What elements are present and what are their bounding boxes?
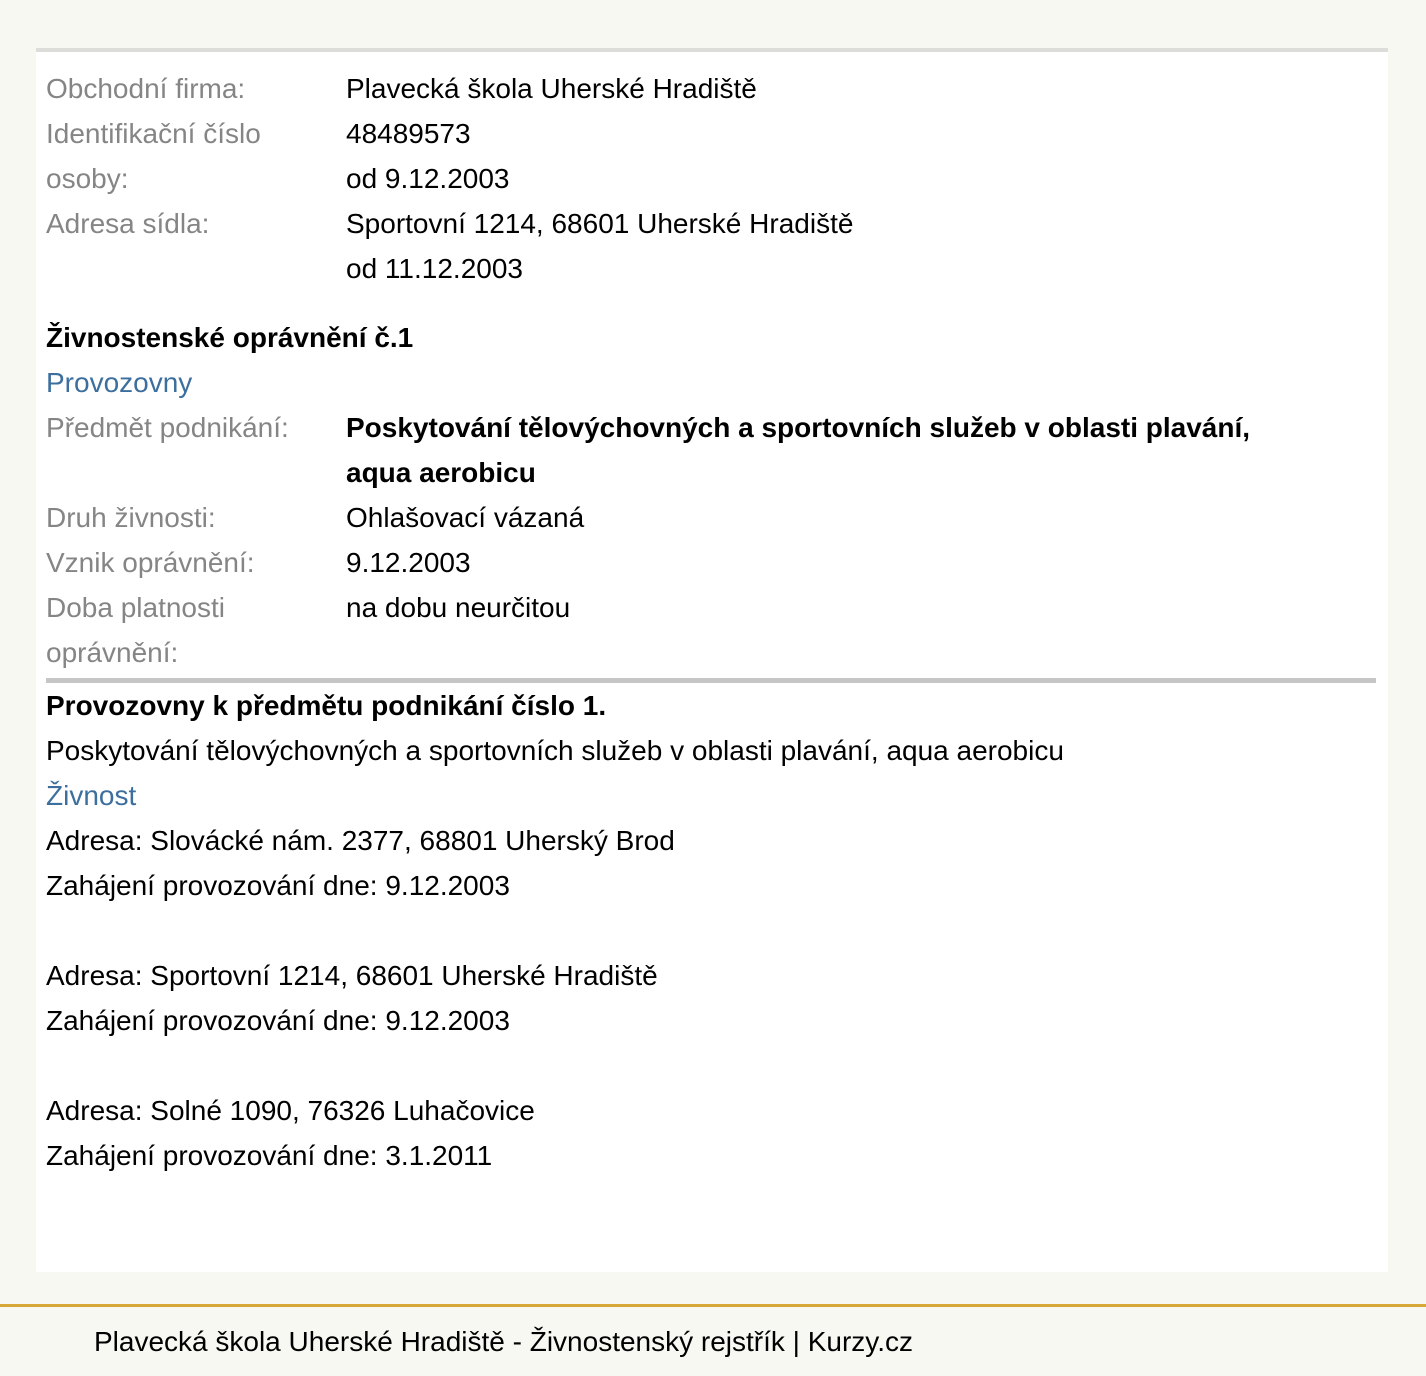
footer-text: Plavecká škola Uherské Hradiště - Živnostenský rejstřík | Kurzy.cz	[94, 1326, 913, 1357]
establishments-subject: Poskytování tělovýchovných a sportovních služeb v oblasti plavání, aqua aerobicu	[46, 735, 1064, 766]
company-id-value: 48489573	[346, 118, 471, 149]
permit-validity-value: na dobu neurčitou	[346, 592, 571, 623]
establishment-item	[46, 1088, 1376, 1178]
permit-subject-row	[46, 405, 1376, 495]
company-id-since: od 9.12.2003	[346, 163, 510, 194]
permit-origin-value: 9.12.2003	[346, 547, 471, 578]
permit-validity-row	[46, 585, 1376, 675]
permit-type-row	[46, 495, 1376, 540]
establishment-item	[46, 818, 1376, 908]
permit-subject-line2: aqua aerobicu	[346, 457, 536, 488]
company-address-value: Sportovní 1214, 68601 Uherské Hradiště	[346, 208, 854, 239]
permit-origin-row	[46, 540, 1376, 585]
establishment-address: Adresa: Slovácké nám. 2377, 68801 Uherský Brod	[46, 825, 675, 856]
permit-type-value: Ohlašovací vázaná	[346, 502, 585, 533]
permit-validity-label	[46, 585, 346, 675]
permit-heading: Živnostenské oprávnění č.1	[46, 322, 414, 353]
company-address-value-block	[346, 201, 1376, 291]
establishment-address: Adresa: Sportovní 1214, 68601 Uherské Hradiště	[46, 960, 658, 991]
company-id-label-line1: Identifikační číslo	[46, 118, 261, 149]
establishment-item	[46, 953, 1376, 1043]
establishment-start: Zahájení provozování dne: 9.12.2003	[46, 870, 510, 901]
permit-type-label: Druh živnosti:	[46, 502, 216, 533]
establishment-address: Adresa: Solné 1090, 76326 Luhačovice	[46, 1095, 535, 1126]
permit-validity-label-line1: Doba platnosti	[46, 592, 226, 623]
company-name-label: Obchodní firma:	[46, 73, 246, 104]
company-id-value-block	[346, 111, 1376, 201]
permit-origin-label: Vznik oprávnění:	[46, 547, 255, 578]
establishments-heading: Provozovny k předmětu podnikání číslo 1.	[46, 690, 607, 721]
permit-subject-line1: Poskytování tělovýchovných a sportovních služeb v oblasti plavání,	[346, 412, 1251, 443]
company-address-since: od 11.12.2003	[346, 253, 523, 284]
establishment-start: Zahájení provozování dne: 9.12.2003	[46, 1005, 510, 1036]
permit-subject-value	[346, 405, 1376, 495]
company-address-row	[46, 201, 1376, 291]
company-name-value: Plavecká škola Uherské Hradiště	[346, 73, 757, 104]
company-id-row	[46, 111, 1376, 201]
spacer	[46, 908, 1376, 953]
record-content	[46, 66, 1376, 1178]
establishment-start: Zahájení provozování dne: 3.1.2011	[46, 1140, 493, 1171]
company-id-label-line2: osoby:	[46, 163, 129, 194]
company-address-label: Adresa sídla:	[46, 208, 210, 239]
permit-validity-label-line2: oprávnění:	[46, 637, 179, 668]
company-id-label	[46, 111, 346, 201]
spacer	[46, 1043, 1376, 1088]
permit-subject-label: Předmět podnikání:	[46, 412, 289, 443]
company-name-row	[46, 66, 1376, 111]
spacer	[46, 291, 1376, 315]
zivnost-link[interactable]: Živnost	[46, 780, 137, 811]
provozovny-link[interactable]: Provozovny	[46, 367, 193, 398]
record-card	[36, 48, 1388, 1272]
footer-accent-line	[0, 1304, 1426, 1307]
